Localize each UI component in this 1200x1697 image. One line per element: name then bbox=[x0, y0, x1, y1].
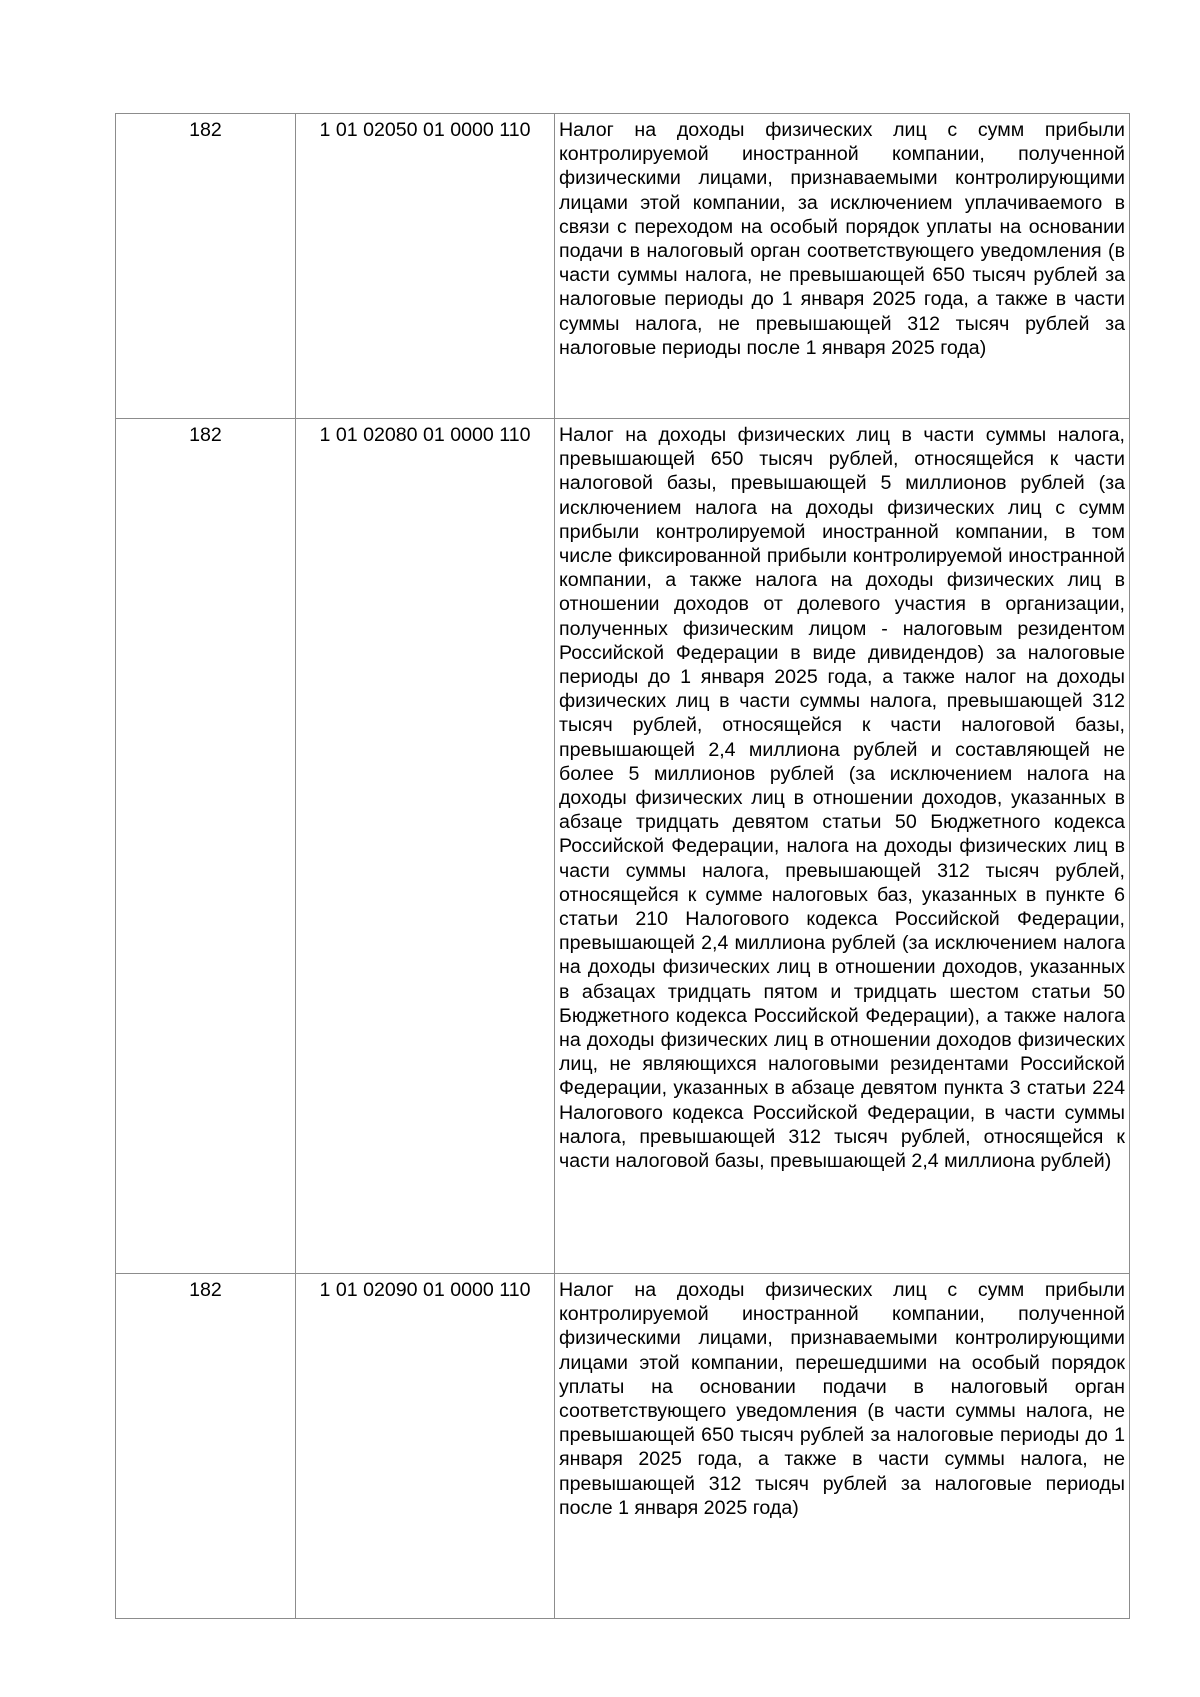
kbk-code-cell: 1 01 02080 01 0000 110 bbox=[296, 419, 555, 1274]
admin-code-cell: 182 bbox=[116, 419, 296, 1274]
kbk-code-cell: 1 01 02050 01 0000 110 bbox=[296, 114, 555, 419]
admin-code-cell: 182 bbox=[116, 1274, 296, 1619]
table-row bbox=[116, 419, 1130, 1274]
table-row bbox=[116, 1274, 1130, 1619]
table-row bbox=[116, 114, 1130, 419]
admin-code-cell: 182 bbox=[116, 114, 296, 419]
revenue-name-cell: Налог на доходы физических лиц в части суммы налога, превышающей 650 тысяч рублей, относящейся к части налоговой базы, превышающей 5 миллионов рублей (за исключением налога на доходы физических лиц с сумм прибыли контролируемой иностранной компании, в том числе фиксированной прибыли контролируемой иностранной компании, а также налога на доходы физических лиц в отношении доходов от долевого участия в организации, полученных физическим лицом - налоговым резидентом Российской Федерации в виде дивидендов) за налоговые периоды до 1 января 2025 года, а также налог на доходы физических лиц в части суммы налога, превышающей 312 тысяч рублей, относящейся к части налоговой базы, превышающей 2,4 миллиона рублей и составляющей не более 5 миллионов рублей (за исключением налога на доходы физических лиц в отношении доходов, указанных в абзаце тридцать девятом статьи 50 Бюджетного кодекса Российской Федерации, налога на доходы физических лиц в части суммы налога, превышающей 312 тысяч рублей, относящейся к сумме налоговых баз, указанных в пункте 6 статьи 210 Налогового кодекса Российской Федерации, превышающей 2,4 миллиона рублей (за исключением налога на доходы физических лиц в отношении доходов, указанных в абзацах тридцать пятом и тридцать шестом статьи 50 Бюджетного кодекса Российской Федерации), а также налога на доходы физических лиц в отношении доходов физических лиц, не являющихся налоговыми резидентами Российской Федерации, указанных в абзаце девятом пункта 3 статьи 224 Налогового кодекса Российской Федерации, в части суммы налога, превышающей 312 тысяч рублей, относящейся к части налоговой базы, превышающей 2,4 миллиона рублей) bbox=[555, 419, 1130, 1274]
kbk-code-cell: 1 01 02090 01 0000 110 bbox=[296, 1274, 555, 1619]
revenue-name-cell: Налог на доходы физических лиц с сумм прибыли контролируемой иностранной компании, полученной физическими лицами, признаваемыми контролирующими лицами этой компании, за исключением уплачиваемого в связи с переходом на особый порядок уплаты на основании подачи в налоговый орган соответствующего уведомления (в части суммы налога, не превышающей 650 тысяч рублей за налоговые периоды до 1 января 2025 года, а также в части суммы налога, не превышающей 312 тысяч рублей за налоговые периоды после 1 января 2025 года) bbox=[555, 114, 1130, 419]
revenue-name-cell: Налог на доходы физических лиц с сумм прибыли контролируемой иностранной компании, полученной физическими лицами, признаваемыми контролирующими лицами этой компании, перешедшими на особый порядок уплаты на основании подачи в налоговый орган соответствующего уведомления (в части суммы налога, не превышающей 650 тысяч рублей за налоговые периоды до 1 января 2025 года, а также в части суммы налога, не превышающей 312 тысяч рублей за налоговые периоды после 1 января 2025 года) bbox=[555, 1274, 1130, 1619]
budget-classification-table bbox=[115, 113, 1130, 1619]
